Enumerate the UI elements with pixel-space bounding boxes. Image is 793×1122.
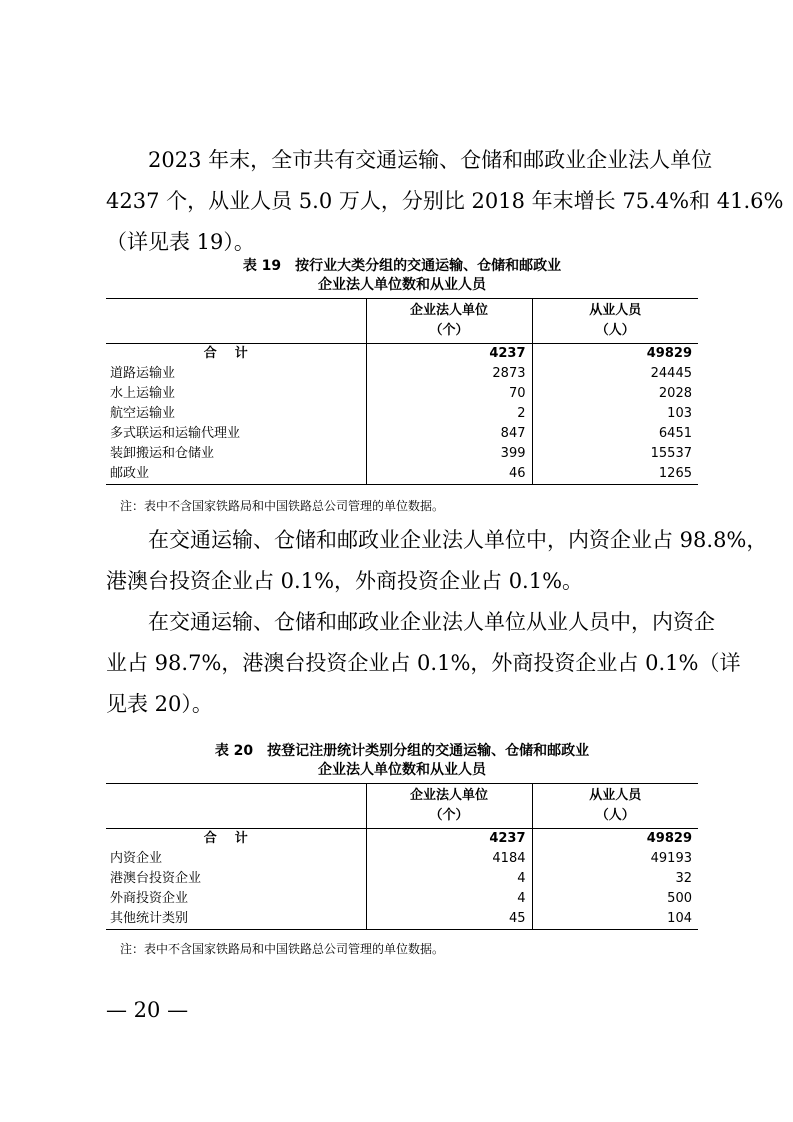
row-label: 内资企业 [110,851,163,866]
row-label: 邮政业 [106,464,366,485]
table-row [106,889,698,909]
header-employees-label: 从业人员 [589,788,642,803]
row-employees: 1265 [532,464,698,485]
row-label: 港澳台投资企业 [110,871,202,886]
total-employees: 49829 [532,829,698,850]
row-units: 46 [366,464,532,485]
row-employees: 49193 [532,849,698,869]
table-header-row [106,784,698,829]
table-row [106,404,698,424]
table-20-caption [106,742,698,780]
table-row [106,444,698,464]
table-19-caption-line-2: 企业法人单位数和从业人员 [318,277,486,293]
row-employees: 103 [532,404,698,424]
header-employees-unit: （人） [595,323,635,338]
header-units-unit: （个） [429,323,469,338]
row-employees: 500 [532,889,698,909]
header-units-unit: （个） [429,808,469,823]
table-total-row [106,344,698,365]
row-employees: 24445 [532,364,698,384]
row-employees: 2028 [532,384,698,404]
paragraph-1-line-3: （详见表 19）。 [106,230,255,254]
table-row [106,909,698,930]
row-units: 399 [366,444,532,464]
total-employees: 49829 [532,344,698,365]
header-units [366,784,532,829]
header-employees-unit: （人） [595,808,635,823]
table-20-caption-line-2: 企业法人单位数和从业人员 [318,762,486,778]
paragraph-1 [106,140,784,263]
header-units-label: 企业法人单位 [409,788,488,803]
total-label: 合计 [203,831,266,846]
paragraph-1-line-1: 2023 年末，全市共有交通运输、仓储和邮政业企业法人单位 [148,148,713,172]
table-row [106,424,698,444]
header-employees [532,784,698,829]
row-units: 2873 [366,364,532,384]
table-row [106,869,698,889]
total-label: 合计 [203,346,266,361]
total-units: 4237 [366,344,532,365]
table-19 [106,298,698,485]
table-row [106,364,698,384]
header-category [106,784,366,829]
row-employees: 104 [532,909,698,930]
row-units: 4 [366,889,532,909]
table-total-row [106,829,698,850]
row-units: 70 [366,384,532,404]
table-19-caption [106,257,698,295]
paragraph-3-line-2: 业占 98.7%，港澳台投资企业占 0.1%，外商投资企业占 0.1%（详 [106,651,741,675]
row-units: 45 [366,909,532,930]
table-row [106,849,698,869]
row-label: 水上运输业 [110,386,176,401]
row-units: 847 [366,424,532,444]
table-row [106,384,698,404]
table-20 [106,783,698,930]
table-19-caption-line-1: 表 19 按行业大类分组的交通运输、仓储和邮政业 [242,258,562,274]
table-20-caption-line-1: 表 20 按登记注册统计类别分组的交通运输、仓储和邮政业 [214,743,590,759]
row-label: 其他统计类别 [106,909,366,930]
header-employees [532,299,698,344]
paragraph-3-line-1: 在交通运输、仓储和邮政业企业法人单位从业人员中，内资企 [148,610,715,634]
row-label: 多式联运和运输代理业 [110,426,241,441]
header-employees-label: 从业人员 [589,303,642,318]
header-category [106,299,366,344]
page-number: — 20 — [106,998,189,1022]
row-units: 4 [366,869,532,889]
paragraph-3-line-3: 见表 20）。 [106,692,213,716]
table-row [106,464,698,485]
paragraph-2-line-2: 港澳台投资企业占 0.1%，外商投资企业占 0.1%。 [106,569,584,593]
table-19-note: 注：表中不含国家铁路局和中国铁路总公司管理的单位数据。 [120,499,445,513]
paragraph-2-line-1: 在交通运输、仓储和邮政业企业法人单位中，内资企业占 98.8%， [148,528,768,552]
row-employees: 32 [532,869,698,889]
header-units-label: 企业法人单位 [409,303,488,318]
header-units [366,299,532,344]
table-20-note: 注：表中不含国家铁路局和中国铁路总公司管理的单位数据。 [120,942,445,956]
row-label: 道路运输业 [110,366,176,381]
paragraph-1-line-2: 4237 个，从业人员 5.0 万人，分别比 2018 年末增长 75.4%和 41.6% [106,189,784,213]
row-employees: 15537 [532,444,698,464]
row-label: 航空运输业 [110,406,176,421]
table-header-row [106,299,698,344]
total-units: 4237 [366,829,532,850]
paragraph-3 [106,602,741,725]
row-units: 2 [366,404,532,424]
row-units: 4184 [366,849,532,869]
paragraph-2 [106,520,768,602]
row-label: 外商投资企业 [110,891,189,906]
row-employees: 6451 [532,424,698,444]
row-label: 装卸搬运和仓储业 [110,446,215,461]
